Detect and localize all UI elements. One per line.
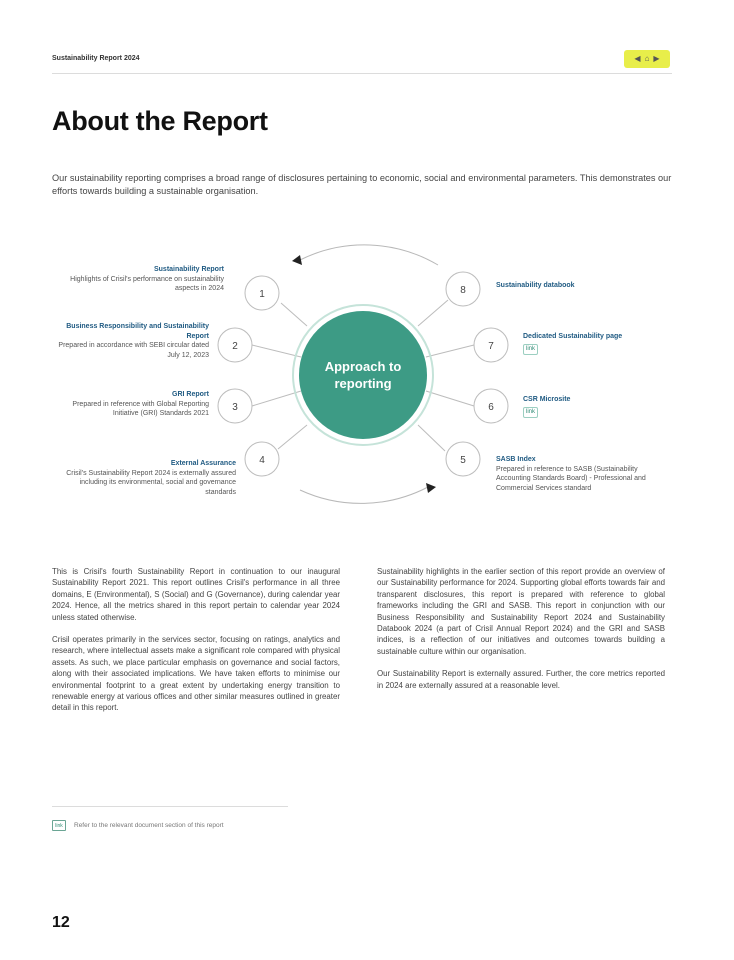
- node-title: Sustainability Report: [153, 266, 224, 273]
- footnote-divider: [52, 806, 288, 807]
- node-number: 5: [460, 455, 466, 466]
- node-text: Highlights of Crisil's performance on sustainability aspects in 2024: [70, 275, 224, 292]
- home-icon[interactable]: ⌂: [644, 54, 650, 63]
- node-number: 1: [259, 289, 265, 300]
- cycle-arc-bottom: [300, 487, 428, 503]
- header-divider: [52, 73, 672, 74]
- center-label-line1: Approach to: [324, 359, 402, 374]
- node-title: Sustainability databook: [496, 282, 575, 289]
- node-8-label: [496, 281, 668, 291]
- body-paragraph: Our Sustainability Report is externally assured. Further, the core metrics reported in 2024 are externally assured at a reasonable level.: [377, 669, 665, 690]
- node-title: SASB Index: [496, 456, 536, 463]
- cycle-arc-top: [300, 245, 438, 265]
- node-title: Dedicated Sustainability page: [523, 333, 623, 340]
- node-title: Business Responsibility and Sustainability Report: [66, 323, 209, 340]
- next-page-icon[interactable]: ▶: [653, 54, 660, 63]
- center-circle: [299, 311, 427, 439]
- body-paragraph: This is Crisil's fourth Sustainability Report in continuation to our inaugural Sustainability Report 2021. This report outlines Crisil's performance in all three domains, E (Environmental), S (Social) and G (Governance), during calendar year 2024. Hence, all the metrics shared in this report pertain to calendar year 2024 unless stated otherwise.: [52, 567, 340, 622]
- footnote-text: Refer to the relevant document section of this report: [74, 822, 224, 829]
- node-number: 2: [232, 341, 238, 352]
- node-number: 6: [488, 402, 494, 413]
- document-link-icon: link: [52, 820, 66, 831]
- node-text: Prepared in reference with Global Reporting Initiative (GRI) Standards 2021: [72, 400, 209, 417]
- node-number: 8: [460, 285, 466, 296]
- body-column-left: [52, 566, 340, 725]
- report-label: Sustainability Report 2024: [52, 55, 140, 62]
- page-number: 12: [52, 914, 70, 931]
- body-paragraph: Sustainability highlights in the earlier section of this report provide an overview of our Sustainability performance for 2024. Supporting global efforts towards fair and transparent disclosures, this report is prepared with reference to global frameworks including the GRI and SASB. This report in conjunction with our Business Responsibility and Sustainability Report 2024 and Sustainability Databook 2024 (a part of Crisil Annual Report 2024) and the GRI and SASB indices, is a reflection of our initiatives and outcomes towards building a sustainable culture within our organisation.: [377, 567, 665, 656]
- node-text: Prepared in reference to SASB (Sustainability Accounting Standards Board) - Professional and Commercial Services standard: [496, 465, 646, 492]
- node-3-label: [52, 390, 209, 419]
- node-text: Crisil's Sustainability Report 2024 is externally assured including its environmental, social and governance standards: [66, 469, 236, 496]
- node-title: CSR Microsite: [523, 396, 571, 403]
- node-4-label: [52, 459, 236, 497]
- node-title: GRI Report: [172, 391, 209, 398]
- node-number: 4: [259, 455, 265, 466]
- node-number: 3: [232, 402, 238, 413]
- body-column-right: [377, 566, 665, 702]
- center-label-line2: reporting: [334, 376, 392, 391]
- previous-page-icon[interactable]: ◀: [634, 54, 641, 63]
- node-text: Prepared in accordance with SEBI circular dated July 12, 2023: [58, 342, 209, 359]
- node-2-label: [52, 322, 209, 360]
- link-icon[interactable]: link: [523, 344, 538, 356]
- node-7-label: [523, 332, 673, 355]
- approach-diagram: [0, 225, 734, 525]
- node-6-label: [523, 395, 673, 418]
- node-5-label: [496, 455, 668, 493]
- arrowhead-icon: [426, 483, 436, 493]
- link-icon[interactable]: link: [523, 407, 538, 419]
- intro-paragraph: Our sustainability reporting comprises a broad range of disclosures pertaining to economic, social and environmental parameters. This demonstrates our efforts towards building a sustainable organisation.: [52, 173, 672, 196]
- page-navigation: [624, 50, 670, 68]
- node-number: 7: [488, 341, 494, 352]
- node-1-label: [52, 265, 224, 294]
- body-paragraph: Crisil operates primarily in the services sector, focusing on ratings, analytics and research, where intellectual assets make a significant role compared with physical assets. As such, we place particular emphasis on governance and social factors, along with their associated implications. We have taken efforts to minimise our environmental footprint to a great extent by undertaking energy transition to renewable energy at various offices and other similar measures outlined in greater detail in this report.: [52, 635, 340, 713]
- footnote: [52, 820, 224, 831]
- node-title: External Assurance: [170, 460, 236, 467]
- arrowhead-icon: [292, 255, 302, 265]
- page-title: About the Report: [52, 106, 268, 136]
